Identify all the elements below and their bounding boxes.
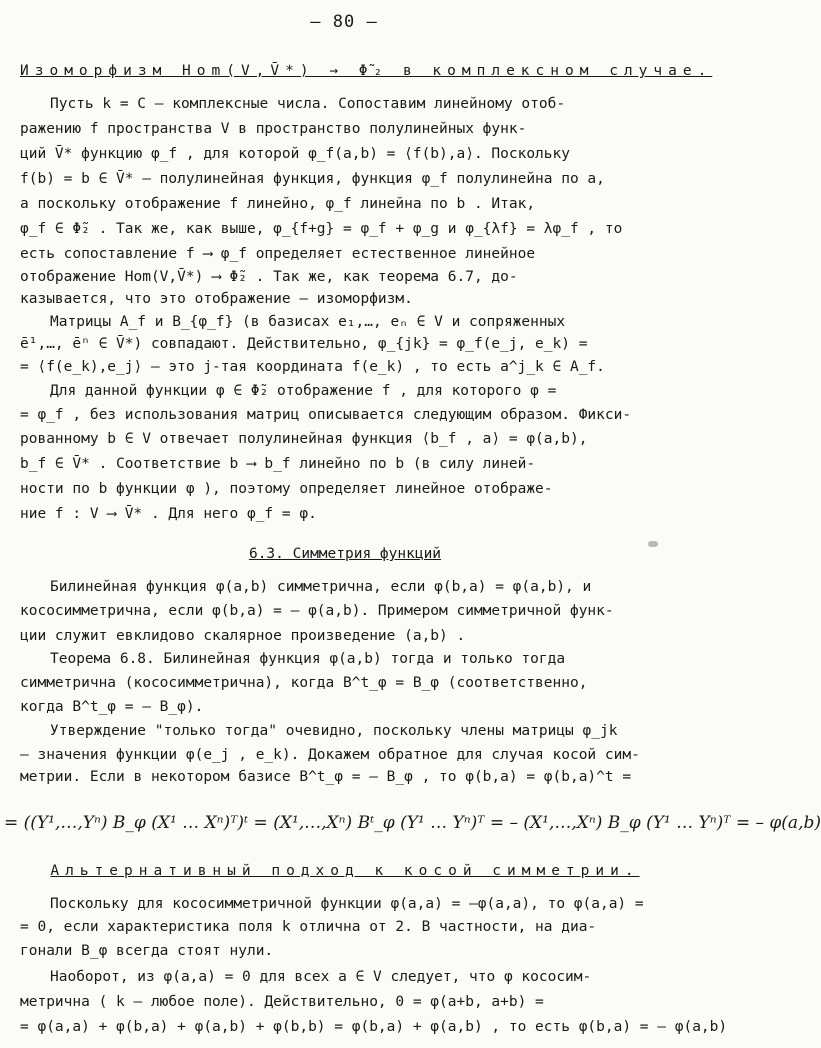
text-line: ние f : V ⟶ V̄* . Для него φ_f = φ. bbox=[20, 506, 317, 522]
text-line: = φ_f , без использования матриц описывается следующим образом. Фикси- bbox=[20, 407, 632, 423]
text-line: Наоборот, из φ(a,a) = 0 для всех a ∈ V следует, что φ кососим- bbox=[50, 969, 592, 985]
text-line: рованному b ∈ V отвечает полулинейная функция ⟨b_f , a⟩ = φ(a,b), bbox=[20, 431, 588, 447]
text-line: = ⟨f(e_k),e_j⟩ – это j-тая координата f(e_k) , то есть a^j_k ∈ A_f. bbox=[20, 359, 605, 375]
text-line: ции служит евклидово скалярное произведение (a,b) . bbox=[20, 628, 466, 644]
section-heading-alternative: Альтернативный подход к косой симметрии. bbox=[50, 863, 640, 879]
text-line: Пусть k = C – комплексные числа. Сопоставим линейному отоб- bbox=[50, 96, 566, 112]
text-line: b_f ∈ V̄* . Соответствие b ⟶ b_f линейно по b (в силу линей- bbox=[20, 456, 536, 472]
text-line: симметрична (кососимметрична), когда B^t_φ = B_φ (соответственно, bbox=[20, 675, 588, 691]
text-line: = φ(a,a) + φ(b,a) + φ(a,b) + φ(b,b) = φ(b,a) + φ(a,b) , то есть φ(b,a) = – φ(a,b) bbox=[20, 1019, 728, 1035]
text-line: Матрицы A_f и B_{φ_f} (в базисах e₁,…, eₙ ∈ V и сопряженных bbox=[50, 314, 566, 330]
text-line: а поскольку отображение f линейно, φ_f линейна по b . Итак, bbox=[20, 196, 536, 212]
text-line: казывается, что это отображение – изоморфизм. bbox=[20, 291, 413, 307]
text-line: ций V̄* функцию φ_f , для которой φ_f(a,b) = ⟨f(b),a⟩. Поскольку bbox=[20, 146, 570, 162]
text-line: Поскольку для кососимметричной функции φ(a,a) = –φ(a,a), то φ(a,a) = bbox=[50, 896, 644, 912]
text-line: метрична ( k – любое поле). Действительно, 0 = φ(a+b, a+b) = bbox=[20, 994, 544, 1010]
matrix-formula: = ((Y¹,…,Yⁿ) B_φ (X¹ … Xⁿ)ᵀ)ᵗ = (X¹,…,Xⁿ) Bᵗ_φ (Y¹ … Yⁿ)ᵀ = – (X¹,…,Xⁿ) B_φ (Y¹ … Yⁿ)ᵀ = – φ(a,b) bbox=[4, 813, 821, 833]
text-line: Утверждение "только тогда" очевидно, поскольку члены матрицы φ_jk bbox=[50, 723, 618, 739]
text-line: = 0, если характеристика поля k отлична от 2. В частности, на диа- bbox=[20, 919, 597, 935]
page-speck bbox=[648, 541, 658, 547]
text-line: φ_f ∈ Φ̃₂ . Так же, как выше, φ_{f+g} = φ_f + φ_g и φ_{λf} = λφ_f , то bbox=[20, 221, 623, 237]
section-heading-symmetry: 6.3. Симметрия функций bbox=[248, 546, 442, 562]
text-line: отображение Hom(V,V̄*) ⟶ Φ̃₂ . Так же, как теорема 6.7, до- bbox=[20, 269, 518, 285]
text-line: f(b) = b ∈ V̄* – полулинейная функция, функция φ_f полулинейна по a, bbox=[20, 171, 605, 187]
text-line: – значения функции φ(e_j , e_k). Докажем обратное для случая косой сим- bbox=[20, 747, 640, 763]
page-number: – 80 – bbox=[310, 12, 378, 32]
section-heading-isomorphism: Изоморфизм Hom(V,V̄*) → Φ̃₂ в комплексном случае. bbox=[20, 63, 713, 79]
text-line: гонали B_φ всегда стоят нули. bbox=[20, 943, 274, 959]
text-line: кососимметрична, если φ(b,a) = – φ(a,b). Примером симметричной функ- bbox=[20, 603, 614, 619]
text-line: метрии. Если в некотором базисе B^t_φ = – B_φ , то φ(b,a) = φ(b,a)^t = bbox=[20, 769, 632, 785]
theorem-line: Теорема 6.8. Билинейная функция φ(a,b) тогда и только тогда bbox=[50, 651, 566, 667]
text-line: ности по b функции φ ), поэтому определяет линейное отображе- bbox=[20, 481, 553, 497]
text-line: есть сопоставление f ⟶ φ_f определяет естественное линейное bbox=[20, 246, 536, 262]
text-line: Билинейная функция φ(a,b) симметрична, если φ(b,a) = φ(a,b), и bbox=[50, 579, 592, 595]
text-line: ражению f пространства V в пространство полулинейных функ- bbox=[20, 121, 527, 137]
text-line: Для данной функции φ ∈ Φ̃₂ отображение f , для которого φ = bbox=[50, 383, 557, 399]
text-line: когда B^t_φ = – B_φ). bbox=[20, 699, 204, 715]
text-line: ē¹,…, ēⁿ ∈ V̄*) совпадают. Действительно, φ_{jk} = φ_f(e_j, e_k) = bbox=[20, 336, 588, 352]
